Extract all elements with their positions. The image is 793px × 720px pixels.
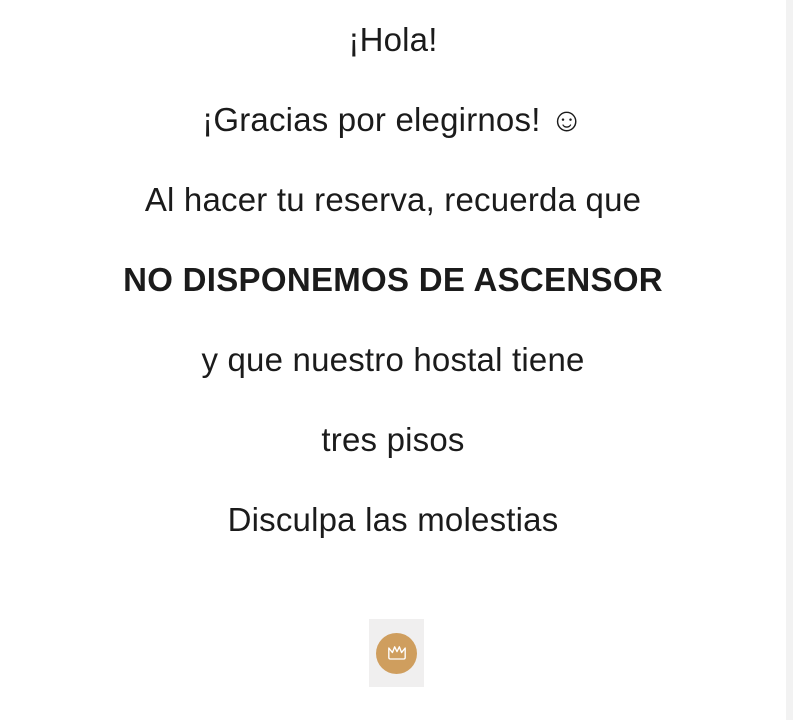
reservation-note-line: Al hacer tu reserva, recuerda que <box>144 181 642 218</box>
page-right-margin <box>786 0 793 720</box>
greeting-line: ¡Hola! <box>348 21 438 58</box>
crown-badge <box>376 633 417 674</box>
hostel-description-line: y que nuestro hostal tiene <box>201 341 585 378</box>
floors-line: tres pisos <box>321 421 465 458</box>
apology-line: Disculpa las molestias <box>227 501 559 538</box>
logo-block <box>369 619 424 687</box>
thanks-line: ¡Gracias por elegirnos! ☺ <box>202 101 584 138</box>
no-elevator-warning: NO DISPONEMOS DE ASCENSOR <box>123 261 663 298</box>
crown-icon <box>386 643 408 663</box>
